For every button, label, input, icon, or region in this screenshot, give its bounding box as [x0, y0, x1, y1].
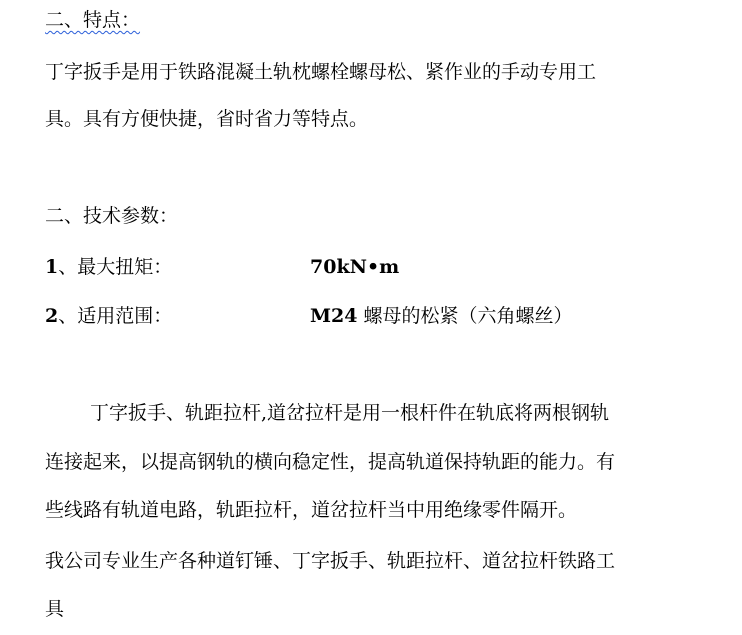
param-value	[310, 255, 399, 279]
param-row-max-torque	[45, 255, 400, 279]
param-number: 1	[45, 256, 59, 278]
features-text-line-2: 具。具有方便快捷，省时省力等特点。	[45, 108, 369, 130]
paragraph1-line-1: 丁字扳手、轨距拉杆,道岔拉杆是用一根杆件在轨底将两根钢轨	[90, 402, 610, 424]
param-row-range	[45, 304, 573, 328]
param-label: 、适用范围：	[58, 305, 173, 327]
section-heading-features: 二、特点：	[45, 9, 141, 31]
section-heading-tech-params: 二、技术参数：	[45, 205, 179, 227]
paragraph2-line-2: 具	[45, 598, 65, 620]
param-value-bold: M24	[310, 305, 358, 327]
features-text-line-1: 丁字扳手是用于铁路混凝土轨枕螺栓螺母松、紧作业的手动专用工	[45, 61, 597, 83]
param-value	[310, 304, 573, 328]
param-value-text: 螺母的松紧（六角螺丝）	[357, 305, 573, 327]
param-value-bold: 70kN•m	[310, 256, 400, 278]
paragraph2-line-1: 我公司专业生产各种道钉锤、丁字扳手、轨距拉杆、道岔拉杆铁路工	[45, 550, 616, 572]
paragraph1-line-3: 些线路有轨道电路，轨距拉杆，道岔拉杆当中用绝缘零件隔开。	[45, 499, 578, 521]
param-label: 、最大扭矩：	[58, 256, 173, 278]
paragraph1-line-2: 连接起来，以提高钢轨的横向稳定性，提高轨道保持轨距的能力。有	[45, 451, 616, 473]
param-number: 2	[45, 305, 59, 327]
